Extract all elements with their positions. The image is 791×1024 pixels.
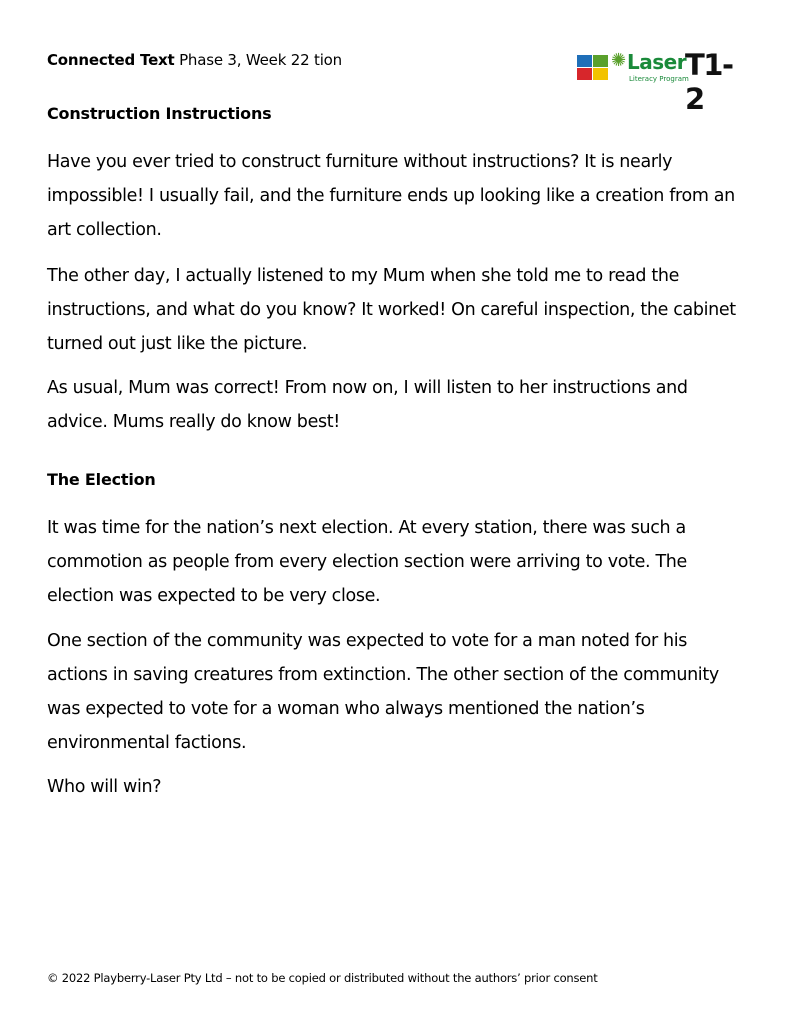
paragraph: As usual, Mum was correct! From now on, I will listen to her instructions and advice. Mums really do know best! bbox=[47, 378, 688, 432]
header-label-bold: Connected Text bbox=[47, 51, 175, 69]
page-header bbox=[47, 51, 342, 69]
header-label-rest: Phase 3, Week 22 tion bbox=[174, 51, 342, 69]
section-title-election: The Election bbox=[47, 470, 156, 489]
logo-tiles-icon bbox=[577, 55, 609, 81]
logo-grade: T1-2 bbox=[685, 48, 733, 116]
star-icon: ✺ bbox=[611, 50, 627, 71]
copyright-footer: © 2022 Playberry-Laser Pty Ltd – not to be copied or distributed without the authors’ prior consent bbox=[47, 971, 598, 985]
paragraph: The other day, I actually listened to my Mum when she told me to read the instructions, and what do you know? It worked! On careful inspection, the cabinet turned out just like the picture. bbox=[47, 266, 736, 354]
paragraph: Who will win? bbox=[47, 777, 162, 797]
paragraph: One section of the community was expected to vote for a man noted for his actions in saving creatures from extinction. The other section of the community was expected to vote for a woman who always mentioned the nation’s environmental factions. bbox=[47, 631, 719, 753]
paragraph: It was time for the nation’s next election. At every station, there was such a commotion as people from every election section were arriving to vote. The election was expected to be very close. bbox=[47, 518, 687, 606]
laser-logo bbox=[577, 48, 737, 116]
section-title-construction: Construction Instructions bbox=[47, 104, 272, 123]
logo-subtitle: Literacy Program bbox=[629, 75, 689, 83]
paragraph: Have you ever tried to construct furniture without instructions? It is nearly impossible! I usually fail, and the furniture ends up looking like a creation from an art collection. bbox=[47, 152, 735, 240]
logo-word: Laser bbox=[627, 50, 687, 74]
